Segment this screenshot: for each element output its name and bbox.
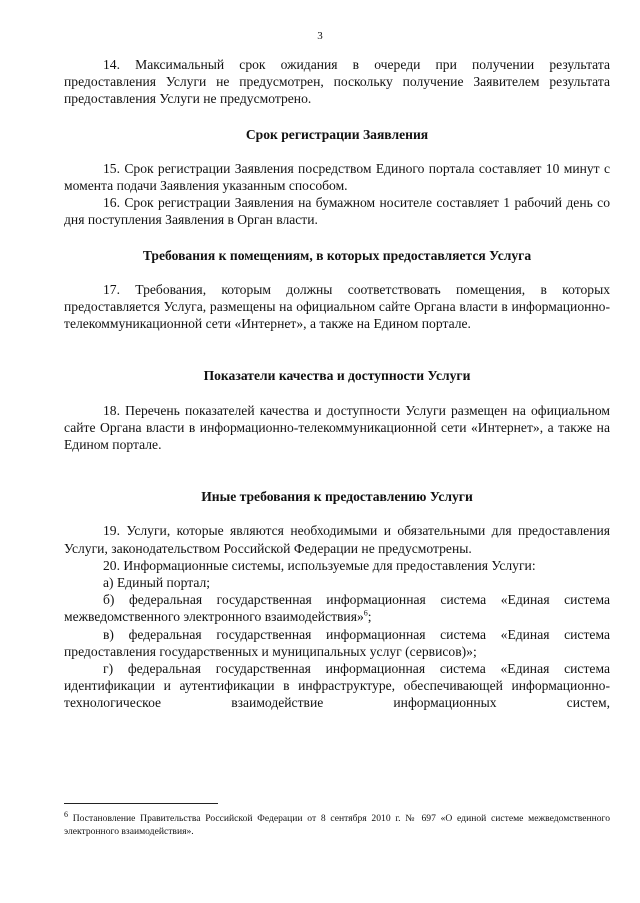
footnote — [64, 809, 611, 838]
document-body — [64, 56, 610, 712]
paragraph-19: 19. Услуги, которые являются необходимыми и обязательными для предоставления Услуги, законодательством Российской Федерации не предусмотрены. — [64, 523, 610, 556]
paragraph-20: 20. Информационные системы, используемые для предоставления Услуги: — [103, 557, 536, 573]
paragraph-20-g: г) федеральная государственная информационная система «Единая система идентификации и аутентификации в инфраструктуре, обеспечивающей информационно-технологическое взаимодействие информационных систем, — [64, 661, 610, 711]
paragraph-15: 15. Срок регистрации Заявления посредством Единого портала составляет 10 минут с момента подачи Заявления указанным способом. — [64, 160, 610, 194]
footnote-text: Постановление Правительства Российской Федерации от 8 сентября 2010 г. № 697 «О единой системе межведомственного электронного взаимодействия». — [64, 813, 611, 837]
heading-registration-term: Срок регистрации Заявления — [245, 126, 429, 142]
page-number: 3 — [317, 30, 323, 42]
paragraph-18: 18. Перечень показателей качества и доступности Услуги размещен на официальном сайте Органа власти в информационно-телекоммуникационной сети «Интернет», а также на Едином портале. — [64, 402, 610, 453]
paragraph-17: 17. Требования, которым должны соответствовать помещения, в которых предоставляется Услуга, размещены на официальном сайте Органа власти в информационно-телекоммуникационной сети «Интернет», а также на Едином портале. — [64, 281, 610, 332]
heading-quality-indicators: Показатели качества и доступности Услуги — [203, 368, 471, 384]
paragraph-16: 16. Срок регистрации Заявления на бумажном носителе составляет 1 рабочий день со дня поступления Заявления в Орган власти. — [64, 195, 610, 228]
footnote-separator — [64, 803, 218, 804]
paragraph-20-b-suffix: ; — [367, 609, 372, 625]
paragraph-20-b-text: б) федеральная государственная информационная система «Единая система межведомственного электронного взаимодействия» — [64, 592, 610, 625]
paragraph-20-b — [64, 591, 610, 625]
paragraph-20-v: в) федеральная государственная информационная система «Единая система предоставления государственных и муниципальных услуг (сервисов)»; — [64, 626, 610, 659]
heading-premises-requirements: Требования к помещениям, в которых предоставляется Услуга — [142, 247, 532, 263]
footnote-marker: 6 — [64, 809, 68, 819]
heading-other-requirements: Иные требования к предоставлению Услуги — [201, 489, 473, 505]
paragraph-20-a: а) Единый портал; — [103, 575, 211, 591]
paragraph-14: 14. Максимальный срок ожидания в очереди при получении результата предоставления Услуги не предусмотрен, поскольку получение Заявителем результата предоставления Услуги не предусмотрено. — [64, 57, 610, 107]
footnote-reference[interactable]: 6 — [363, 608, 368, 618]
